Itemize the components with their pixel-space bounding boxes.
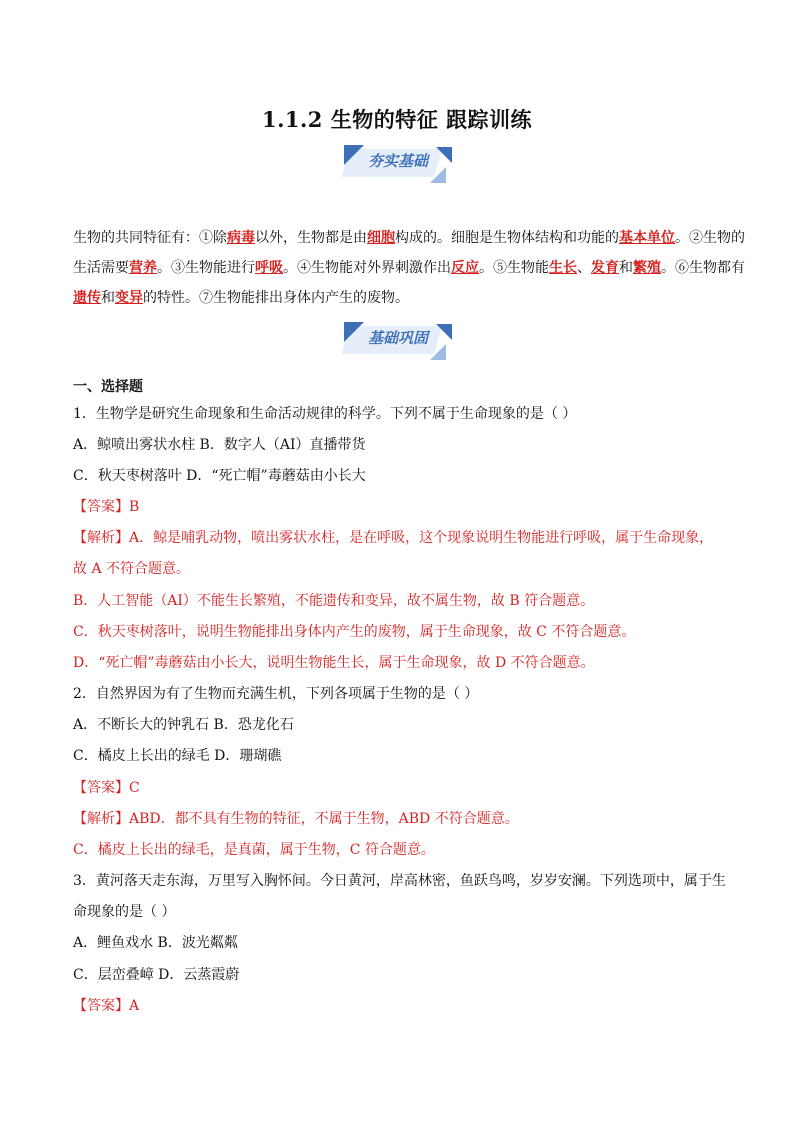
page-title: 1.1.2 生物的特征 跟踪训练 [261, 107, 533, 132]
keyword: 病毒 [227, 230, 255, 246]
question-2-explanation: 【解析】ABD．都不具有生物的特征，不属于生物，ABD 不符合题意。 [73, 811, 519, 827]
intro-line-3: 遗传和变异的特性。⑦生物能排出身体内产生的废物。 [73, 290, 409, 306]
question-2-options-ab: A．不断长大的钟乳石 B．恐龙化石 [73, 717, 294, 733]
question-1-explanation: 【解析】A．鲸是哺乳动物，喷出雾状水柱，是在呼吸，这个现象说明生物能进行呼吸，属于生命现象， [73, 530, 714, 546]
question-3-options-ab: A．鲤鱼戏水 B．波光粼粼 [73, 935, 238, 951]
keyword: 呼吸 [255, 260, 283, 276]
question-3-stem: 3．黄河落天走东海，万里写入胸怀间。今日黄河，岸高林密，鱼跃鸟鸣，岁岁安澜。下列选项中，属于生 [73, 873, 726, 889]
question-1-explanation: B．人工智能（AI）不能生长繁殖，不能遗传和变异，故不属生物，故 B 符合题意。 [73, 593, 595, 609]
question-2-answer: 【答案】C [73, 780, 140, 796]
question-1-explanation: 故 A 不符合题意。 [73, 561, 191, 577]
keyword: 发育 [591, 260, 619, 276]
section-heading: 一、选择题 [73, 379, 143, 395]
banner-label: 基础巩固 [367, 329, 428, 347]
keyword: 基本单位 [619, 230, 675, 246]
section-banner-basics [342, 143, 452, 183]
question-1-options-ab: A．鲸喷出雾状水柱 B．数字人（AI）直播带货 [73, 437, 366, 453]
section-banner-consolidation [342, 320, 452, 360]
question-1-explanation: D．“死亡帽”毒蘑菇由小长大，说明生物能生长，属于生命现象，故 D 不符合题意。 [73, 655, 595, 671]
question-3-stem: 命现象的是（ ） [73, 904, 176, 920]
question-1-explanation: C．秋天枣树落叶，说明生物能排出身体内产生的废物，属于生命现象，故 C 不符合题意。 [73, 624, 636, 640]
keyword: 反应 [451, 260, 479, 276]
question-1-answer: 【答案】B [73, 499, 140, 515]
keyword: 细胞 [367, 230, 395, 246]
keyword: 繁殖 [633, 260, 661, 276]
banner-label: 夯实基础 [367, 152, 428, 170]
keyword: 遗传 [73, 290, 101, 306]
intro-line-2: 生活需要营养。③生物能进行呼吸。④生物能对外界刺激作出反应。⑤生物能生长、发育和繁殖。⑥生物都有 [73, 260, 745, 276]
question-1-options-cd: C．秋天枣树落叶 D．“死亡帽”毒蘑菇由小长大 [73, 468, 366, 484]
question-2-options-cd: C．橘皮上长出的绿毛 D．珊瑚礁 [73, 748, 282, 764]
question-2-stem: 2．自然界因为有了生物而充满生机，下列各项属于生物的是（ ） [73, 686, 479, 702]
question-2-explanation: C．橘皮上长出的绿毛，是真菌，属于生物，C 符合题意。 [73, 842, 435, 858]
question-1-stem: 1．生物学是研究生命现象和生命活动规律的科学。下列不属于生命现象的是（ ） [73, 406, 577, 422]
intro-line-1: 生物的共同特征有：①除病毒以外，生物都是由细胞构成的。细胞是生物体结构和功能的基本单位。②生物的 [73, 230, 745, 246]
keyword: 变异 [115, 290, 143, 306]
question-3-options-cd: C．层峦叠嶂 D．云蒸霞蔚 [73, 967, 240, 983]
keyword: 生长 [549, 260, 577, 276]
question-3-answer: 【答案】A [73, 998, 140, 1014]
keyword: 营养 [129, 260, 157, 276]
